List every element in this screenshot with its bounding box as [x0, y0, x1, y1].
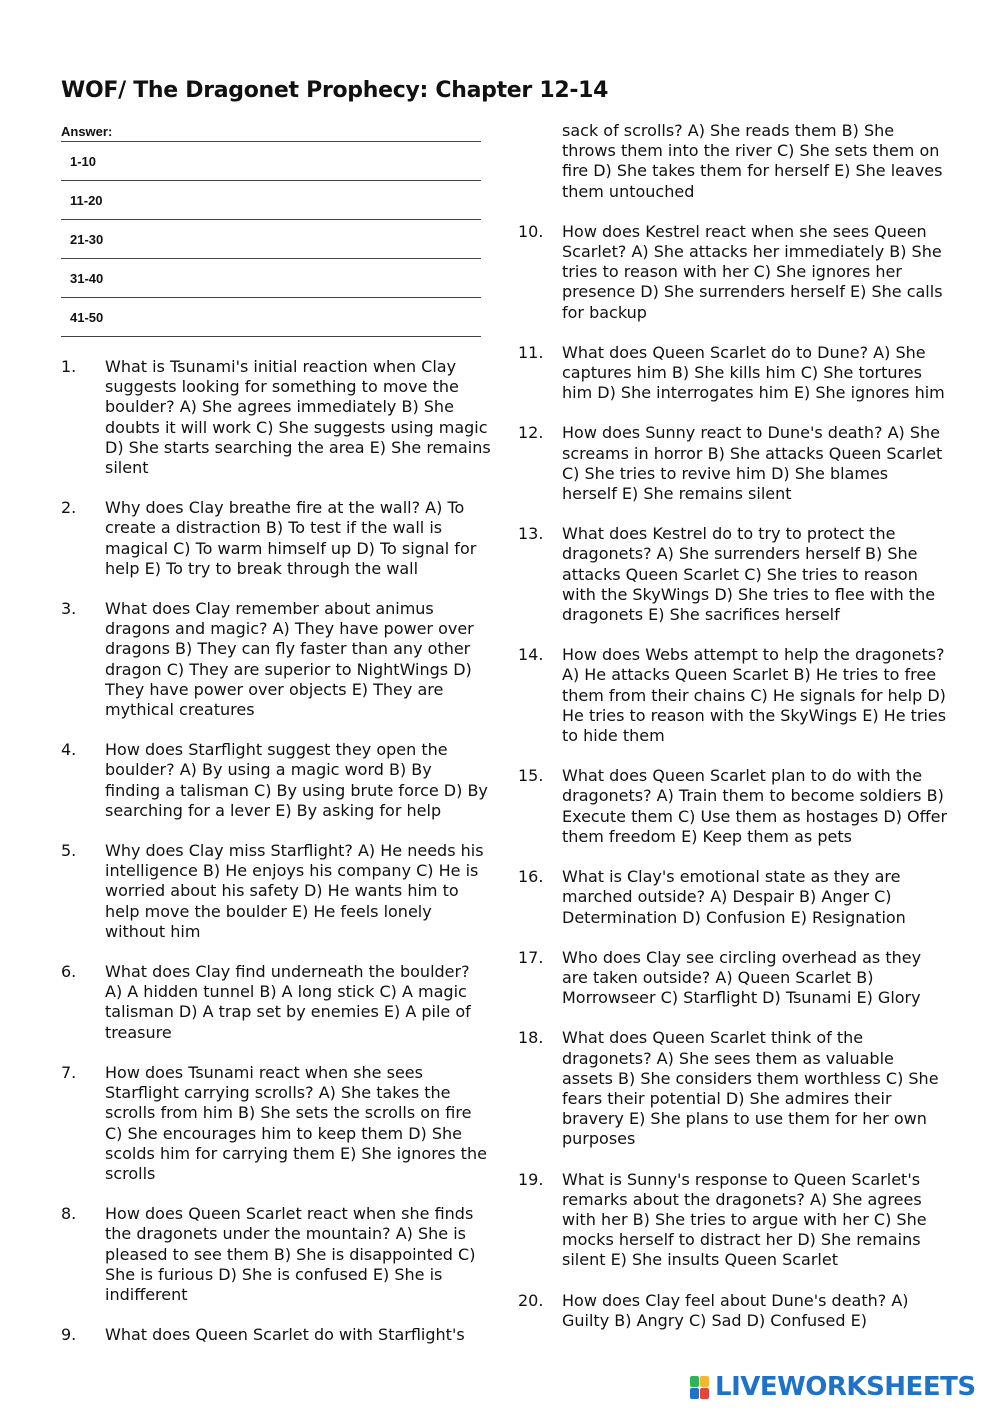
- answer-row[interactable]: [61, 220, 481, 259]
- question-text: What is Tsunami's initial reaction when Clay suggests looking for something to move the boulder? A) She agrees immediately B) She doubts it will work C) She suggests using magic D) She starts searching the area E) She remains silent: [105, 357, 491, 478]
- answer-range-label: 1-10: [70, 154, 97, 169]
- question-item: [518, 867, 948, 928]
- answer-range-label: 41-50: [70, 310, 104, 325]
- logo-square: [690, 1376, 699, 1387]
- question-number: 2.: [61, 498, 77, 518]
- logo-square: [700, 1376, 709, 1387]
- question-text: Why does Clay miss Starflight? A) He needs his intelligence B) He enjoys his company C) He is worried about his safety D) He wants him to help move the boulder E) He feels lonely without him: [105, 841, 484, 941]
- question-text: What does Kestrel do to try to protect the dragonets? A) She surrenders herself B) She attacks Queen Scarlet C) She tries to reason with the SkyWings D) She tries to flee with the dragonets E) She sacrifices herself: [562, 524, 936, 625]
- question-item: [518, 1170, 948, 1271]
- worksheet-title: WOF/ The Dragonet Prophecy: Chapter 12-14: [61, 78, 609, 103]
- logo-square: [690, 1388, 699, 1399]
- question-number: 6.: [61, 962, 77, 982]
- question-item: [518, 1028, 948, 1149]
- question-number: 19.: [518, 1169, 544, 1189]
- question-number: 7.: [61, 1062, 77, 1082]
- question-number: 9.: [61, 1325, 77, 1345]
- question-text: What is Clay's emotional state as they are marched outside? A) Despair B) Anger C) Determination D) Confusion E) Resignation: [562, 867, 906, 927]
- question-text: How does Kestrel react when she sees Queen Scarlet? A) She attacks her immediately B) She tries to reason with her C) She ignores her presence D) She surrenders herself E) She calls for backup: [562, 221, 943, 322]
- answer-row[interactable]: [61, 181, 481, 220]
- question-text: Why does Clay breathe fire at the wall? A) To create a distraction B) To test if the wall is magical C) To warm himself up D) To signal for help E) To try to break through the wall: [105, 498, 477, 578]
- answer-row[interactable]: [61, 259, 481, 298]
- question-item: [518, 645, 948, 746]
- question-number: 8.: [61, 1204, 77, 1224]
- question-number: 1.: [61, 357, 77, 376]
- answer-range-label: 21-30: [70, 232, 104, 247]
- answer-row[interactable]: [61, 142, 481, 181]
- question-item: [518, 423, 948, 504]
- question-text: Who does Clay see circling overhead as they are taken outside? A) Queen Scarlet B) Morrowseer C) Starflight D) Tsunami E) Glory: [562, 947, 922, 1008]
- question-text: What does Queen Scarlet do to Dune? A) She captures him B) She kills him C) She tortures him D) She interrogates him E) She ignores him: [562, 342, 945, 403]
- answer-range-label: 31-40: [70, 271, 104, 286]
- question-item: [61, 962, 491, 1043]
- question-number: 18.: [518, 1028, 544, 1048]
- question-item: [61, 599, 491, 720]
- question-number: 20.: [518, 1290, 544, 1310]
- question-item: [518, 1291, 948, 1331]
- logo-square: [700, 1388, 709, 1399]
- question-number: 15.: [518, 766, 544, 786]
- question-item: [518, 524, 948, 625]
- answer-row[interactable]: [61, 298, 481, 337]
- question-number: 12.: [518, 423, 544, 443]
- question-number: 16.: [518, 867, 544, 887]
- question-item: [518, 222, 948, 323]
- logo-mark-icon: [690, 1376, 709, 1399]
- question-number: 11.: [518, 342, 544, 362]
- question-text: What does Clay remember about animus dragons and magic? A) They have power over dragons B) They can fly faster than any other dragon C) They are superior to NightWings D) They have power over objects E) They are mythical creatures: [105, 599, 474, 720]
- liveworksheets-logo[interactable]: [690, 1372, 976, 1402]
- question-item: [61, 357, 491, 478]
- question-text: What does Queen Scarlet plan to do with the dragonets? A) Train them to become soldiers B) Execute them C) Use them as hostages D) Offer them freedom E) Keep them as pets: [562, 766, 948, 846]
- question-text: How does Starflight suggest they open the boulder? A) By using a magic word B) By finding a talisman C) By using brute force D) By searching for a lever E) By asking for help: [105, 740, 488, 820]
- question-item: [61, 498, 491, 579]
- answer-label: Answer:: [61, 123, 481, 142]
- question-item: [61, 1325, 491, 1345]
- question-text: What does Queen Scarlet do with Starflight's: [105, 1325, 465, 1345]
- question-text: How does Webs attempt to help the dragonets? A) He attacks Queen Scarlet B) He tries to free them from their chains C) He signals for help D) He tries to reason with the SkyWings E) He tries to hide them: [562, 645, 947, 746]
- questions-left-column: [61, 357, 491, 1365]
- question-item: [61, 1063, 491, 1184]
- question-text: What does Queen Scarlet think of the dragonets? A) She sees them as valuable assets B) She considers them worthless C) She fears their potential D) She admires their bravery E) She plans to use them for her own purposes: [562, 1028, 939, 1149]
- question-item: [61, 841, 491, 942]
- questions-right-column: [518, 121, 948, 1351]
- question-text: How does Tsunami react when she sees Starflight carrying scrolls? A) She takes the scrolls from him B) She sets the scrolls on fire C) She encourages him to keep them D) She scolds him for carrying them E) She ignores the scrolls: [105, 1062, 487, 1183]
- question-number: 10.: [518, 221, 544, 241]
- question-text: How does Queen Scarlet react when she finds the dragonets under the mountain? A) She is pleased to see them B) She is disappointed C) She is furious D) She is confused E) She is indifferent: [105, 1204, 476, 1304]
- question-number: 3.: [61, 599, 77, 619]
- question-continuation: sack of scrolls? A) She reads them B) She throws them into the river C) She sets them on fire D) She takes them for herself E) She leaves them untouched: [562, 121, 943, 201]
- question-number: 5.: [61, 841, 77, 861]
- answer-box: [61, 123, 481, 337]
- question-item: [518, 343, 948, 404]
- question-item: [61, 740, 491, 821]
- logo-text: LIVEWORKSHEETS: [715, 1372, 976, 1402]
- question-number: 14.: [518, 645, 544, 665]
- answer-range-label: 11-20: [70, 193, 103, 208]
- question-text: How does Clay feel about Dune's death? A) Guilty B) Angry C) Sad D) Confused E): [562, 1290, 909, 1330]
- question-item: [518, 766, 948, 847]
- question-number: 17.: [518, 947, 544, 967]
- question-number: 4.: [61, 740, 77, 760]
- question-text: How does Sunny react to Dune's death? A) She screams in horror B) She attacks Queen Scarlet C) She tries to revive him D) She blames herself E) She remains silent: [562, 423, 943, 504]
- question-number: 13.: [518, 524, 544, 544]
- question-text: What is Sunny's response to Queen Scarlet's remarks about the dragonets? A) She agrees with her B) She tries to argue with her C) She mocks herself to distract her D) She remains silent E) She insults Queen Scarlet: [562, 1169, 927, 1270]
- question-item: [61, 1204, 491, 1305]
- question-item: [518, 948, 948, 1009]
- question-text: What does Clay find underneath the boulder? A) A hidden tunnel B) A long stick C) A magic talisman D) A trap set by enemies E) A pile of treasure: [105, 962, 471, 1042]
